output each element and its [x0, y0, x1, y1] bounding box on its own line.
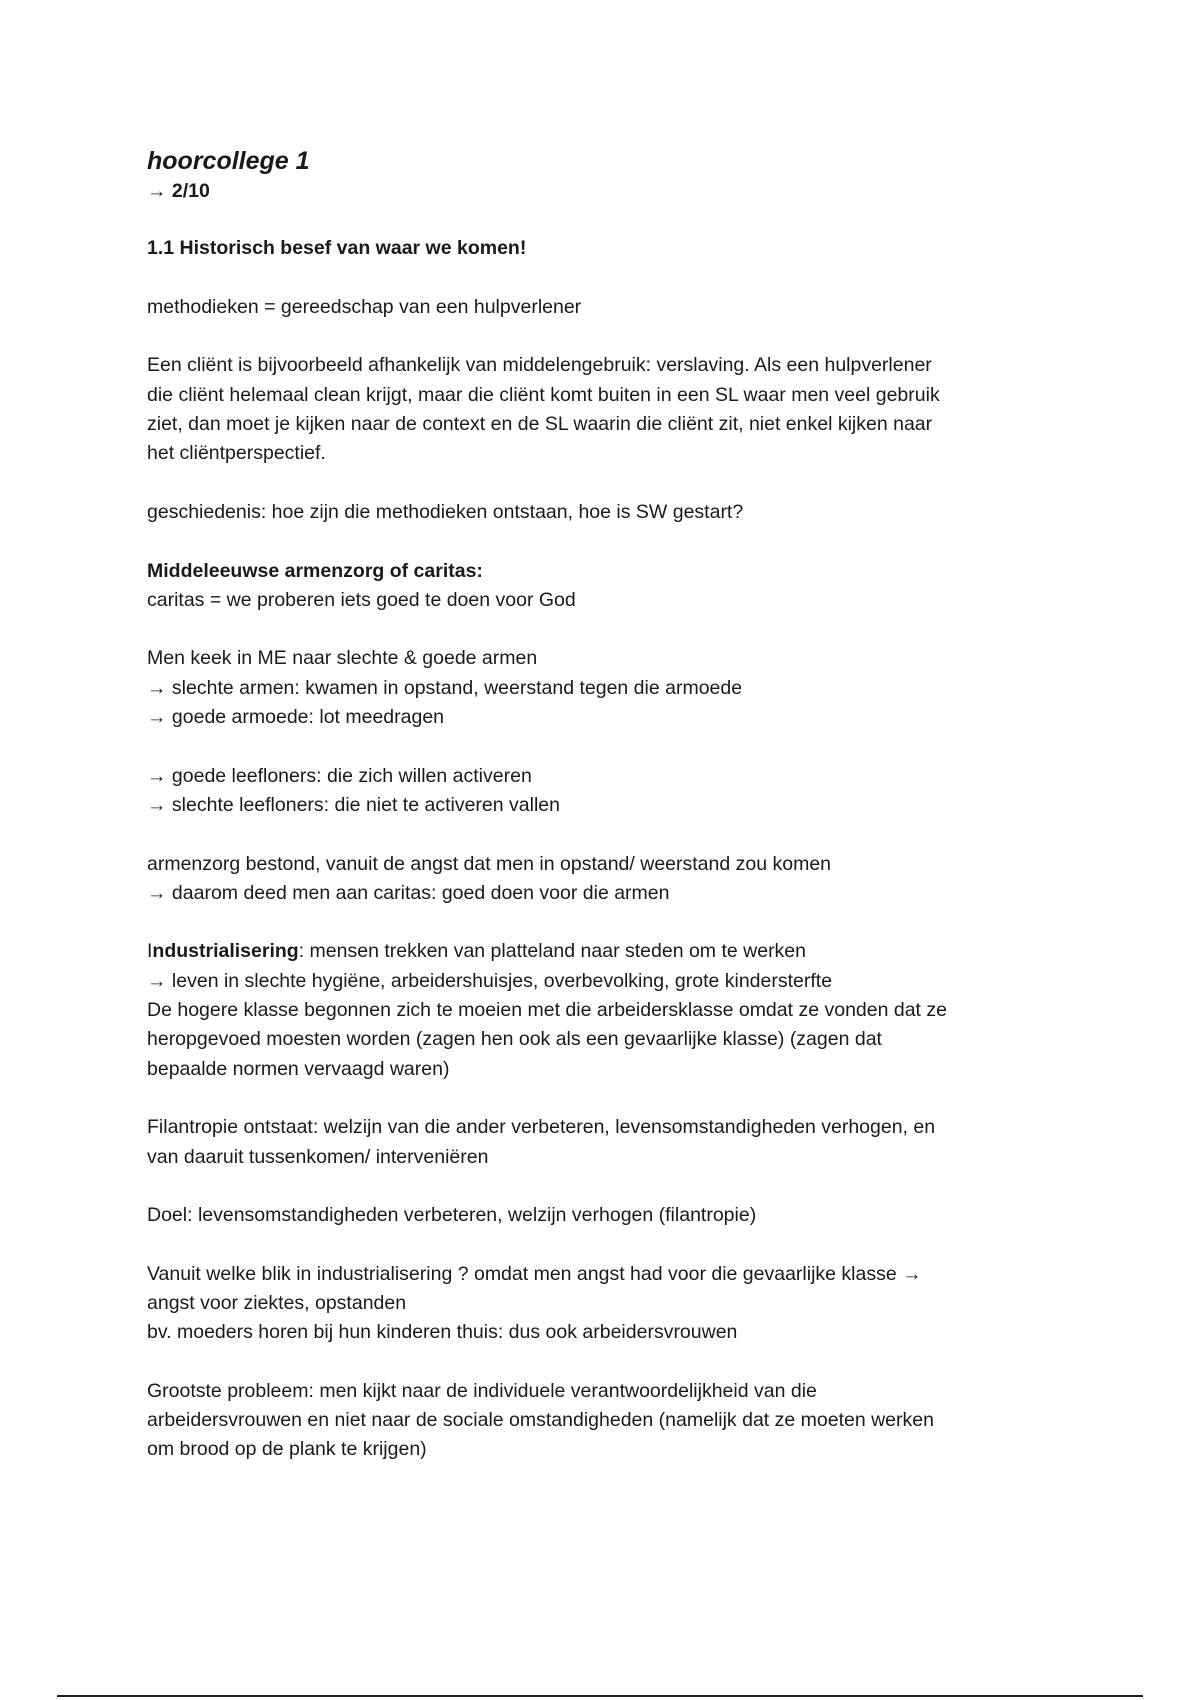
industrialisering-term: ndustrialisering: [152, 940, 299, 963]
text-line: ziet, dan moet je kijken naar de context en de SL waarin die cliënt zit, niet enkel kijken naar: [147, 413, 933, 436]
text-line: → goede armoede: lot meedragen: [147, 706, 445, 729]
paragraph-armenzorg: [147, 850, 1077, 909]
document-body: [147, 145, 1077, 1494]
text-line: Een cliënt is bijvoorbeeld afhankelijk van middelengebruik: verslaving. Als een hulpverlener: [147, 354, 932, 377]
page-bottom-divider: [57, 1695, 1143, 1697]
paragraph-caritas: [147, 557, 1077, 616]
paragraph-doel: Doel: levensomstandigheden verbeteren, welzijn verhogen (filantropie): [147, 1204, 757, 1227]
paragraph-methodieken: methodieken = gereedschap van een hulpverlener: [147, 295, 582, 318]
paragraph-leefloners: [147, 762, 1077, 821]
text-line: Vanuit welke blik in industrialisering ? omdat men angst had voor die gevaarlijke klasse →: [147, 1262, 922, 1285]
text-line: het cliëntperspectief.: [147, 442, 326, 465]
text-line: arbeidersvrouwen en niet naar de sociale omstandigheden (namelijk dat ze moeten werken: [147, 1409, 934, 1432]
paragraph-blik: [147, 1260, 1077, 1348]
text-line: De hogere klasse begonnen zich te moeien met die arbeidersklasse omdat ze vonden dat ze: [147, 999, 947, 1022]
paragraph-probleem: [147, 1377, 1077, 1465]
paragraph-geschiedenis: geschiedenis: hoe zijn die methodieken ontstaan, hoe is SW gestart?: [147, 500, 744, 523]
text-line: armenzorg bestond, vanuit de angst dat men in opstand/ weerstand zou komen: [147, 852, 832, 875]
text-line: die cliënt helemaal clean krijgt, maar die cliënt komt buiten in een SL waar men veel gebruik: [147, 383, 940, 406]
text-line: Filantropie ontstaat: welzijn van die ander verbeteren, levensomstandigheden verhogen, en: [147, 1116, 936, 1139]
text-line: → slechte leefloners: die niet te activeren vallen: [147, 793, 560, 816]
industrialisering-initial: I: [147, 940, 153, 963]
paragraph-client: [147, 351, 1077, 468]
text-line: Men keek in ME naar slechte & goede armen: [147, 647, 538, 670]
text-line: van daaruit tussenkomen/ interveniëren: [147, 1145, 489, 1168]
text-line: heropgevoed moesten worden (zagen hen ook als een gevaarlijke klasse) (zagen dat: [147, 1028, 882, 1051]
paragraph-industrialisering: [147, 937, 1077, 1083]
caritas-heading: Middeleeuwse armenzorg of caritas:: [147, 559, 483, 582]
text-line: angst voor ziektes, opstanden: [147, 1291, 407, 1314]
paragraph-filantropie: [147, 1113, 1077, 1172]
text-line: → goede leefloners: die zich willen activeren: [147, 764, 532, 787]
text-line: → daarom deed men aan caritas: goed doen voor die armen: [147, 881, 670, 904]
text-line: om brood op de plank te krijgen): [147, 1438, 427, 1461]
page-title: hoorcollege 1: [147, 147, 310, 175]
text-line: Grootste probleem: men kijkt naar de individuele verantwoordelijkheid van die: [147, 1379, 817, 1402]
text-line: → slechte armen: kwamen in opstand, weerstand tegen die armoede: [147, 676, 743, 699]
text-line: bepaalde normen vervaagd waren): [147, 1057, 450, 1080]
caritas-definition: caritas = we proberen iets goed te doen voor God: [147, 588, 576, 611]
paragraph-armen: [147, 644, 1077, 732]
section-heading: 1.1 Historisch besef van waar we komen!: [147, 237, 527, 260]
industrialisering-text: : mensen trekken van platteland naar steden om te werken: [298, 940, 806, 963]
text-line: → leven in slechte hygiëne, arbeidershuisjes, overbevolking, grote kindersterfte: [147, 969, 833, 992]
lecture-date: → 2/10: [147, 180, 210, 202]
industrialisering-line: [147, 937, 1077, 966]
text-line: bv. moeders horen bij hun kinderen thuis: dus ook arbeidersvrouwen: [147, 1321, 738, 1344]
